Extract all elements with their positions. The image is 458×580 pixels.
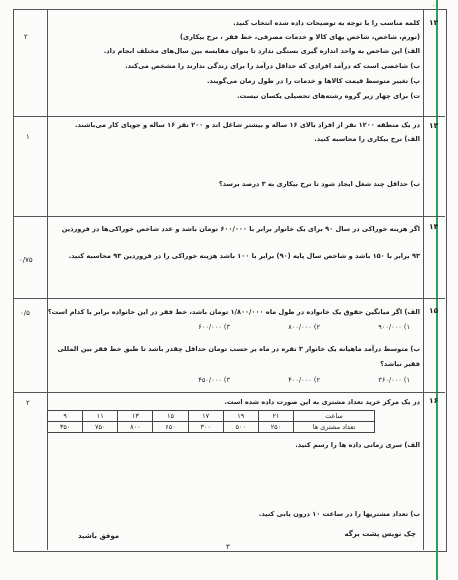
q12-line: پ) تغییر متوسط قیمت کالاها و خدمات را در طول زمان می‌گویند. bbox=[206, 77, 420, 85]
footer-good-luck: موفق باشید bbox=[78, 532, 120, 540]
q15-a-option: ۲) ۸۰۰/۰۰۰ bbox=[288, 323, 320, 331]
table-cell: ۸۰۰ bbox=[118, 422, 153, 433]
question-score-12: ۲ bbox=[24, 33, 28, 41]
table-cell: ۲۵۰ bbox=[258, 422, 293, 433]
q13-line: در یک منطقه ۱۲۰۰ نفر از افراد بالای ۱۶ ساله و بیشتر شاغل اند و ۲۰۰ نفر ۱۶ ساله و جویای کار می‌باشند. bbox=[74, 121, 420, 129]
q15-a-option: ۳) ۶۰۰/۰۰۰ bbox=[198, 323, 230, 331]
table-cell: ۶۵۰ bbox=[153, 422, 188, 433]
number-column-divider bbox=[423, 9, 424, 550]
q16-part-a: الف) سری زمانی داده ها را رسم کنید. bbox=[295, 441, 420, 449]
row-divider bbox=[13, 392, 445, 393]
q12-line: ب) شاخصی است که درآمد افرادی که حداقل درآمد را برای زندگی ندارند را مشخص می‌کند. bbox=[125, 62, 420, 70]
question-number-15: ۱۵ bbox=[429, 306, 439, 315]
q15-part-a: الف) اگر میانگین حقوق یک خانواده در طول ماه ۱/۸۰۰/۰۰۰ تومان باشد، خط فقر در این خانواده برابر با کدام است؟ bbox=[47, 308, 420, 316]
table-header-cell: تعداد مشتری ها bbox=[294, 422, 375, 433]
q15-a-option: ۱) ۹۰۰/۰۰۰ bbox=[378, 323, 410, 331]
question-score-15: ۰/۵ bbox=[20, 309, 30, 317]
question-number-12: ۱۲ bbox=[429, 18, 439, 27]
question-number-14: ۱۴ bbox=[429, 222, 439, 231]
q14-line: ۹۳ برابر با ۱۵۰ باشد و شاخص سال پایه (۹۰) برابر با ۱۰۰ باشد هزینه خوراکی را در فروردین ۹۳ محاسبه کنید. bbox=[68, 252, 420, 260]
q12-line: الف) این شاخص به واحد اندازه گیری بستگی ندارد تا بتوان مقایسه بین سال‌های مختلف انجام داد. bbox=[103, 47, 420, 55]
table-cell: ۱۱ bbox=[83, 411, 118, 422]
table-cell: ۱۷ bbox=[188, 411, 223, 422]
row-divider bbox=[13, 298, 445, 299]
page-number: ۳ bbox=[226, 543, 230, 551]
table-row bbox=[48, 422, 375, 433]
question-score-13: ۱ bbox=[26, 133, 30, 141]
corner-mark: ۰ bbox=[432, 2, 436, 9]
customer-count-table bbox=[47, 410, 375, 433]
table-cell: ۹ bbox=[48, 411, 83, 422]
green-margin-line bbox=[436, 0, 438, 580]
q13-line: ب) حداقل چند شغل ایجاد شود تا نرخ بیکاری به ۳ درصد برسد؟ bbox=[218, 180, 420, 188]
q12-line: (تورم، شاخص، شاخص بهای کالا و خدمات مصرفی، خط فقر ، نرخ بیکاری) bbox=[180, 33, 420, 41]
table-cell: ۱۳ bbox=[118, 411, 153, 422]
question-number-16: ۱۶ bbox=[429, 396, 439, 405]
q15-b-option: ۱) ۳۶۰/۰۰۰ bbox=[378, 376, 410, 384]
table-cell: ۲۱ bbox=[258, 411, 293, 422]
q12-line: ت) برای چهار زیر گروه رشته‌های تحصیلی یکسان نیست. bbox=[237, 92, 420, 100]
question-score-16: ۲ bbox=[26, 399, 30, 407]
q15-b-option: ۲) ۴۰۰/۰۰۰ bbox=[288, 376, 320, 384]
table-cell: ۱۹ bbox=[223, 411, 258, 422]
q13-line: الف) نرخ بیکاری را محاسبه کنید. bbox=[314, 135, 420, 143]
q15-part-b: ب) متوسط درآمد ماهیانه یک خانوار ۳ نفره در ماه بر حسب تومان حداقل چقدر باشد تا طبق خط فقر بین المللی bbox=[57, 345, 420, 353]
table-header-cell: ساعت bbox=[294, 411, 375, 422]
table-cell: ۳۵۰ bbox=[48, 422, 83, 433]
q14-line: اگر هزینه خوراکی در سال ۹۰ برای یک خانوار برابر با ۶۰۰/۰۰۰ تومان باشد و عدد شاخص خوراکی‌ها در فروردین bbox=[61, 225, 420, 233]
footer-draft-note: چک نویس پشت برگه bbox=[344, 530, 416, 538]
question-number-13: ۱۳ bbox=[429, 121, 439, 130]
table-cell: ۱۵ bbox=[153, 411, 188, 422]
q16-intro: در یک مرکز خرید تعداد مشتری به این صورت داده شده است. bbox=[224, 398, 420, 406]
table-cell: ۳۰۰ bbox=[188, 422, 223, 433]
table-row bbox=[48, 411, 375, 422]
q15-part-b-cont: فقیر نباشد؟ bbox=[380, 360, 420, 368]
score-column-divider bbox=[47, 9, 48, 550]
q16-part-b: ب) تعداد مشتریها را در ساعت ۱۰ درون یابی کنید. bbox=[258, 510, 420, 518]
q12-line: کلمه مناسب را با توجه به توضیحات داده شده انتخاب کنید. bbox=[233, 19, 420, 27]
q15-b-option: ۳) ۴۵۰/۰۰۰ bbox=[198, 376, 230, 384]
table-cell: ۵۰۰ bbox=[223, 422, 258, 433]
row-divider bbox=[13, 116, 445, 117]
page-border bbox=[13, 9, 447, 552]
question-score-14: ۰/۷۵ bbox=[19, 256, 33, 264]
table-cell: ۷۵۰ bbox=[83, 422, 118, 433]
row-divider bbox=[13, 216, 445, 217]
